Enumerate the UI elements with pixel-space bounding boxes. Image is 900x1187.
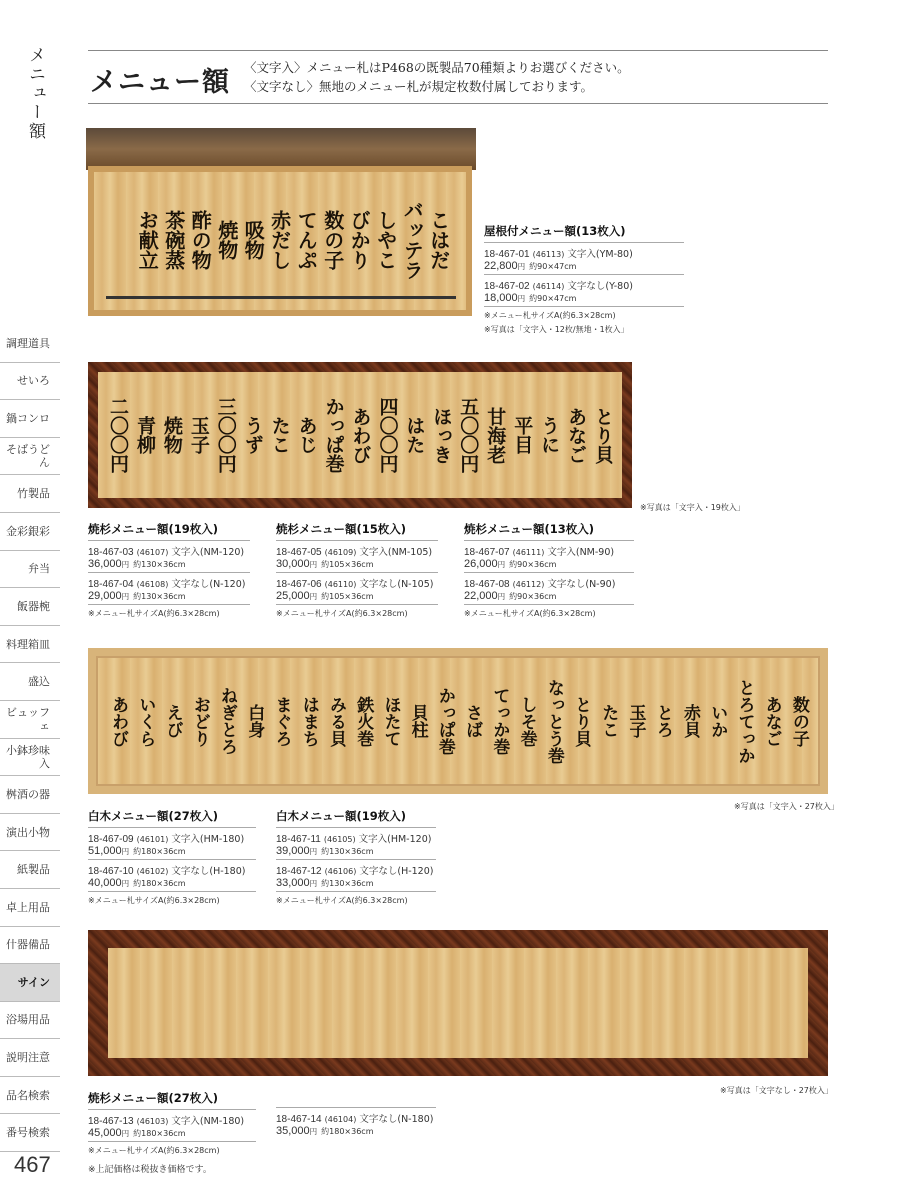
product-title: 白木メニュー額(19枚入) [276, 809, 407, 823]
product-row [484, 242, 684, 274]
menu-tag-text: 赤貝 [679, 704, 700, 738]
menu-tag-text: いか [707, 704, 728, 738]
product-code: 18-467-04 [88, 579, 134, 590]
product-note: ※メニュー札サイズA(約6.3×28cm) [276, 891, 436, 906]
category-index [0, 325, 60, 1152]
photo-note-shiraki: ※写真は「文字入・27枚入」 [734, 802, 839, 811]
menu-tag-text: はまち [298, 695, 319, 747]
yakisugi-27-blank-board [108, 948, 808, 1058]
jan-code: (46106) [324, 867, 357, 876]
product-row [88, 572, 250, 604]
roof-menu-sign-image [86, 128, 476, 318]
menu-tag-text: しそ巻 [516, 695, 537, 747]
menu-tag-text: てんぷ [294, 210, 319, 270]
product-block-shiraki-19 [276, 808, 436, 906]
product-title: 焼杉メニュー額(15枚入) [276, 522, 407, 536]
menu-tag-text: ほたて [380, 695, 401, 747]
menu-tag-text: 焼物 [214, 220, 239, 260]
header-note-2: 〈文字なし〉無地のメニュー札が規定枚数付属しております。 [244, 79, 594, 94]
product-type: 文字なし(N-180) [359, 1114, 434, 1125]
category-item[interactable]: 卓上用品 [0, 889, 60, 927]
menu-tag-text: かっぱ巻 [434, 687, 455, 755]
product-price: 26,000 [464, 558, 498, 570]
menu-tag-text: うず [241, 416, 264, 454]
menu-tag-text: 玉子 [187, 416, 210, 454]
menu-tag-text: 四〇〇円 [376, 397, 399, 473]
product-code: 18-467-09 [88, 834, 134, 845]
jan-code: (46103) [136, 1117, 169, 1126]
menu-tag-text: 茶碗蒸 [161, 210, 186, 270]
product-row [464, 540, 634, 572]
menu-tag-text: 吸物 [241, 220, 266, 260]
menu-tag-text: はた [403, 416, 426, 454]
photo-note-blank: ※写真は「文字なし・27枚入」 [720, 1086, 833, 1095]
category-item[interactable]: 小鉢珍味入 [0, 739, 60, 777]
shiraki-27-characters [104, 664, 812, 778]
product-row [88, 540, 250, 572]
category-item[interactable]: サイン [0, 964, 60, 1002]
page-title: メニュー額 [90, 67, 230, 98]
product-type: 文字なし(H-120) [359, 866, 434, 877]
jan-code: (46104) [324, 1115, 357, 1124]
jan-code: (46112) [512, 580, 545, 589]
menu-tag-text: バッテラ [400, 200, 425, 280]
product-code: 18-467-08 [464, 579, 510, 590]
header-top-rule [88, 50, 828, 51]
footer-note: ※上記価格は税抜き価格です。 [88, 1165, 212, 1175]
product-size: 約90×47cm [529, 294, 577, 303]
category-item[interactable]: ビュッフェ [0, 701, 60, 739]
menu-tag-text: こはだ [426, 210, 451, 270]
product-note: ※メニュー札サイズA(約6.3×28cm) [484, 306, 684, 321]
product-row [276, 827, 436, 859]
product-code: 18-467-11 [276, 834, 321, 845]
menu-tag-text: 青柳 [133, 416, 156, 454]
product-code: 18-467-12 [276, 866, 322, 877]
product-type: 文字なし(H-180) [171, 866, 246, 877]
menu-tag-text: あじ [295, 416, 318, 454]
product-type: 文字入(NM-90) [547, 547, 615, 558]
jan-code: (46114) [532, 282, 565, 291]
product-title: 白木メニュー額(27枚入) [88, 809, 219, 823]
product-code: 18-467-14 [276, 1114, 322, 1125]
product-price: 51,000 [88, 845, 122, 857]
category-item[interactable]: 金彩銀彩 [0, 513, 60, 551]
category-item[interactable]: 盛込 [0, 663, 60, 701]
menu-tag-text: 数の子 [320, 210, 345, 270]
menu-tag-text: あなご [565, 406, 588, 464]
yen-unit: 円 [121, 847, 130, 856]
shiraki-27-sign-image [88, 648, 828, 794]
product-type: 文字なし(N-120) [171, 579, 246, 590]
menu-tag-text: とろ [652, 704, 673, 738]
product-price: 33,000 [276, 877, 310, 889]
product-price: 39,000 [276, 845, 310, 857]
product-row [276, 572, 438, 604]
product-code: 18-467-10 [88, 866, 134, 877]
menu-tag-text: さば [462, 704, 483, 738]
yen-unit: 円 [309, 879, 318, 888]
menu-tag-text: ねぎとろ [217, 687, 238, 755]
menu-tag-text: あなご [761, 695, 782, 747]
product-row [88, 859, 256, 891]
menu-tag-text: えび [162, 704, 183, 738]
product-note: ※写真は「文字入・12枚/無地・1枚入」 [484, 325, 629, 334]
jan-code: (46113) [532, 250, 565, 259]
product-price: 45,000 [88, 1127, 122, 1139]
menu-tag-text: あわび [349, 406, 372, 464]
yakisugi-27-blank-sign-image [88, 930, 828, 1076]
category-item[interactable]: 飯器椀 [0, 588, 60, 626]
jan-code: (46105) [323, 835, 356, 844]
product-block-yakisugi-19 [88, 521, 250, 619]
menu-tag-text: 二〇〇円 [106, 397, 129, 473]
yen-unit: 円 [309, 592, 318, 601]
product-block-yakisugi-27 [88, 1090, 256, 1156]
product-size: 約180×36cm [133, 1129, 186, 1138]
roof-sign-characters [134, 180, 452, 300]
product-code: 18-467-06 [276, 579, 322, 590]
yen-unit: 円 [309, 560, 318, 569]
yen-unit: 円 [517, 294, 526, 303]
product-row [88, 827, 256, 859]
product-code: 18-467-13 [88, 1116, 134, 1127]
product-code: 18-467-07 [464, 547, 510, 558]
product-size: 約105×36cm [321, 592, 374, 601]
jan-code: (46107) [136, 548, 169, 557]
product-row [88, 1109, 256, 1141]
product-size: 約130×36cm [133, 592, 186, 601]
category-item[interactable]: 番号検索 [0, 1114, 60, 1152]
product-type: 文字入(HM-180) [171, 834, 245, 845]
category-item[interactable]: 鍋コンロ [0, 400, 60, 438]
jan-code: (46101) [136, 835, 169, 844]
product-type: 文字なし(N-90) [547, 579, 616, 590]
product-code: 18-467-05 [276, 547, 322, 558]
product-size: 約180×36cm [321, 1127, 374, 1136]
product-type: 文字入(YM-80) [567, 249, 633, 260]
product-note: ※メニュー札サイズA(約6.3×28cm) [88, 1141, 256, 1156]
product-price: 40,000 [88, 877, 122, 889]
product-note: ※メニュー札サイズA(約6.3×28cm) [88, 604, 250, 619]
category-item[interactable]: 竹製品 [0, 475, 60, 513]
menu-tag-text: びかり [347, 210, 372, 270]
category-item[interactable]: 什器備品 [0, 927, 60, 965]
product-size: 約130×36cm [133, 560, 186, 569]
category-item[interactable]: 品名検索 [0, 1077, 60, 1115]
menu-tag-text: ほっき [430, 406, 453, 464]
menu-tag-text: 甘海老 [484, 406, 507, 464]
header-notes [244, 58, 630, 96]
product-title: 焼杉メニュー額(27枚入) [88, 1091, 219, 1105]
product-size: 約180×36cm [133, 847, 186, 856]
category-item[interactable]: 浴場用品 [0, 1002, 60, 1040]
menu-tag-text: いくら [135, 695, 156, 747]
product-type: 文字なし(N-105) [359, 579, 434, 590]
product-title: 屋根付メニュー額(13枚入) [484, 224, 626, 238]
product-block-yakisugi-15 [276, 521, 438, 619]
menu-tag-text: 三〇〇円 [214, 397, 237, 473]
yen-unit: 円 [309, 1127, 318, 1136]
jan-code: (46111) [512, 548, 545, 557]
product-price: 35,000 [276, 1125, 310, 1137]
menu-tag-text: お献立 [135, 210, 160, 270]
menu-tag-text: なっとう巻 [543, 678, 564, 764]
product-row [276, 540, 438, 572]
yakisugi-19-board [98, 372, 622, 498]
jan-code: (46102) [136, 867, 169, 876]
yakisugi-19-sign-image [88, 362, 632, 508]
product-block-shiraki-27 [88, 808, 256, 906]
product-size: 約130×36cm [321, 879, 374, 888]
product-title: 焼杉メニュー額(13枚入) [464, 522, 595, 536]
product-price: 30,000 [276, 558, 310, 570]
product-type: 文字なし(Y-80) [567, 281, 633, 292]
shiraki-27-board [96, 656, 820, 786]
category-item[interactable]: 紙製品 [0, 851, 60, 889]
menu-tag-text: 白身 [244, 704, 265, 738]
product-row [484, 274, 684, 306]
product-type: 文字入(NM-180) [171, 1116, 245, 1127]
yakisugi-19-characters [104, 378, 616, 492]
jan-code: (46108) [136, 580, 169, 589]
yen-unit: 円 [517, 262, 526, 271]
menu-tag-text: しやこ [373, 210, 398, 270]
product-code: 18-467-03 [88, 547, 134, 558]
jan-code: (46110) [324, 580, 357, 589]
product-type: 文字入(NM-120) [171, 547, 245, 558]
product-note: ※メニュー札サイズA(約6.3×28cm) [276, 604, 438, 619]
menu-tag-text: てっか巻 [489, 687, 510, 755]
category-item[interactable]: 料理箱皿 [0, 626, 60, 664]
product-price: 36,000 [88, 558, 122, 570]
jan-code: (46109) [324, 548, 357, 557]
yen-unit: 円 [497, 560, 506, 569]
section-title: メニュー額 [25, 46, 45, 141]
menu-tag-text: 酢の物 [188, 210, 213, 270]
category-item[interactable]: せいろ [0, 363, 60, 401]
header-note-1: 〈文字入〉メニュー札はP468の既製品70種類よりお選びください。 [244, 60, 630, 75]
menu-tag-text: 玉子 [625, 704, 646, 738]
product-price: 22,800 [484, 260, 518, 272]
menu-tag-text: まぐろ [271, 695, 292, 747]
product-type: 文字入(NM-105) [359, 547, 433, 558]
product-size: 約90×36cm [509, 560, 557, 569]
menu-tag-text: とり貝 [592, 406, 615, 464]
menu-tag-text: あわび [108, 695, 129, 747]
menu-tag-text: たこ [598, 704, 619, 738]
product-block-yakisugi-13 [464, 521, 634, 619]
category-item[interactable]: そばうどん [0, 438, 60, 476]
page-number: 467 [14, 1152, 51, 1177]
product-row [464, 572, 634, 604]
product-price: 18,000 [484, 292, 518, 304]
menu-tag-text: うに [538, 416, 561, 454]
menu-tag-text: かっぱ巻 [322, 397, 345, 473]
menu-tag-text: 五〇〇円 [457, 397, 480, 473]
product-price: 25,000 [276, 590, 310, 602]
sign-rail [106, 296, 456, 299]
product-block-roof [484, 223, 684, 335]
product-note: ※メニュー札サイズA(約6.3×28cm) [88, 891, 256, 906]
category-item[interactable]: 弁当 [0, 551, 60, 589]
category-item[interactable]: 演出小物 [0, 814, 60, 852]
sign-roof [86, 128, 476, 170]
product-size: 約130×36cm [321, 847, 374, 856]
product-price: 29,000 [88, 590, 122, 602]
product-row [276, 1107, 436, 1139]
product-code: 18-467-01 [484, 249, 530, 260]
yen-unit: 円 [121, 879, 130, 888]
yen-unit: 円 [309, 847, 318, 856]
product-block-yakisugi-27-blank [276, 1090, 436, 1139]
menu-tag-text: みる貝 [325, 695, 346, 747]
photo-note-yakisugi: ※写真は「文字入・19枚入」 [640, 503, 745, 512]
product-note: ※メニュー札サイズA(約6.3×28cm) [464, 604, 634, 619]
menu-tag-text: おどり [189, 695, 210, 747]
menu-tag-text: 赤だし [267, 210, 292, 270]
category-item[interactable]: 説明注意 [0, 1039, 60, 1077]
product-title: 焼杉メニュー額(19枚入) [88, 522, 219, 536]
product-price: 22,000 [464, 590, 498, 602]
menu-tag-text: 貝柱 [407, 704, 428, 738]
yen-unit: 円 [121, 560, 130, 569]
product-size: 約90×47cm [529, 262, 577, 271]
menu-tag-text: とろてっか [734, 678, 755, 764]
category-item[interactable]: 桝酒の器 [0, 776, 60, 814]
menu-tag-text: 数の子 [788, 695, 809, 747]
menu-tag-text: とり貝 [571, 695, 592, 747]
yen-unit: 円 [121, 1129, 130, 1138]
product-code: 18-467-02 [484, 281, 530, 292]
product-size: 約105×36cm [321, 560, 374, 569]
category-item[interactable]: 調理道具 [0, 325, 60, 363]
menu-tag-text: 平目 [511, 416, 534, 454]
yen-unit: 円 [121, 592, 130, 601]
menu-tag-text: 鉄火巻 [353, 695, 374, 747]
menu-tag-text: たこ [268, 416, 291, 454]
menu-tag-text: 焼物 [160, 416, 183, 454]
product-row [276, 859, 436, 891]
header-bottom-rule [88, 103, 828, 104]
product-size: 約180×36cm [133, 879, 186, 888]
yen-unit: 円 [497, 592, 506, 601]
product-size: 約90×36cm [509, 592, 557, 601]
product-type: 文字入(HM-120) [358, 834, 432, 845]
